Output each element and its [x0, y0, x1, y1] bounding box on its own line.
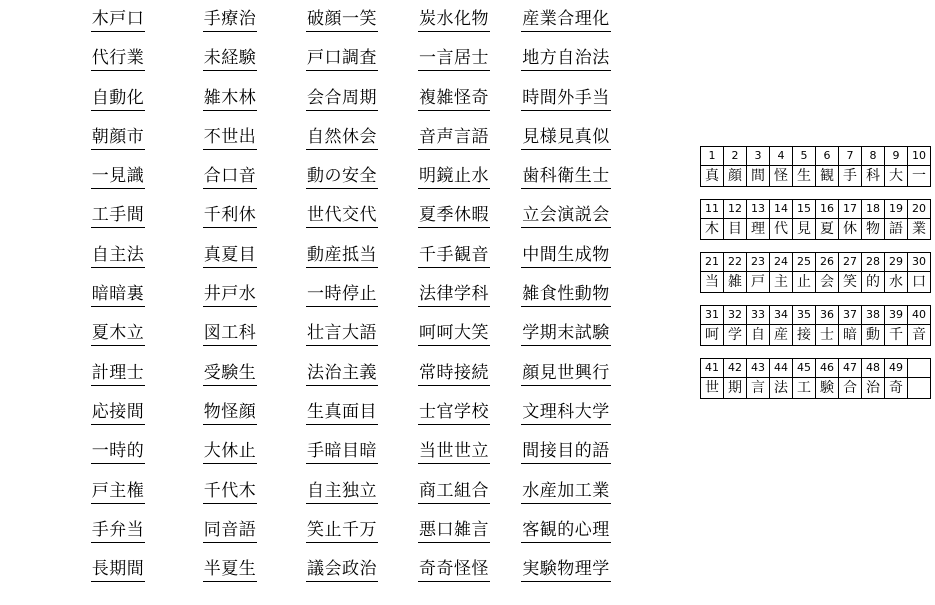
word-cell — [286, 519, 398, 543]
answer-char-cell[interactable]: 笑 — [839, 272, 862, 293]
word-cell — [286, 401, 398, 425]
word-text: 千利休 — [203, 204, 258, 228]
answer-char-cell[interactable]: 観 — [816, 166, 839, 187]
word-cell — [398, 87, 510, 111]
word-row — [62, 322, 622, 361]
word-text: 真夏目 — [203, 244, 258, 268]
answer-block — [700, 358, 931, 399]
answer-block — [700, 252, 931, 293]
answer-char-cell[interactable]: 験 — [816, 378, 839, 399]
word-cell — [174, 47, 286, 71]
answer-char-cell[interactable]: 治 — [862, 378, 885, 399]
answer-char-cell[interactable]: 手 — [839, 166, 862, 187]
word-grid — [62, 8, 622, 597]
answer-char-cell[interactable]: 奇 — [885, 378, 908, 399]
word-text: 手暗目暗 — [306, 440, 378, 464]
word-cell — [398, 47, 510, 71]
word-text: 商工組合 — [418, 480, 490, 504]
word-text: 動産抵当 — [306, 244, 378, 268]
answer-char-cell[interactable]: 自 — [747, 325, 770, 346]
word-text: 笑止千万 — [306, 519, 378, 543]
word-cell — [174, 519, 286, 543]
answer-number-cell: 16 — [816, 200, 839, 219]
answer-char-cell[interactable]: 音 — [908, 325, 931, 346]
answer-char-cell[interactable]: 法 — [770, 378, 793, 399]
answer-number-cell: 6 — [816, 147, 839, 166]
word-cell — [174, 401, 286, 425]
answer-char-cell[interactable]: 戸 — [747, 272, 770, 293]
answer-number-row — [701, 306, 931, 325]
word-cell — [174, 87, 286, 111]
word-text: 実験物理学 — [521, 558, 611, 582]
word-cell — [62, 519, 174, 543]
answer-number-cell: 39 — [885, 306, 908, 325]
word-text: 千代木 — [203, 480, 258, 504]
word-row — [62, 204, 622, 243]
answer-number-cell: 13 — [747, 200, 770, 219]
answer-number-cell: 24 — [770, 253, 793, 272]
answer-number-cell: 35 — [793, 306, 816, 325]
word-cell — [398, 244, 510, 268]
word-text: 複雑怪奇 — [418, 87, 490, 111]
word-text: 音声言語 — [418, 126, 490, 150]
word-text: 奇奇怪怪 — [418, 558, 490, 582]
answer-char-cell[interactable]: 合 — [839, 378, 862, 399]
word-cell — [510, 480, 622, 504]
word-text: 一言居士 — [418, 47, 490, 71]
word-text: 中間生成物 — [521, 244, 611, 268]
word-row — [62, 126, 622, 165]
answer-char-cell[interactable]: 生 — [793, 166, 816, 187]
word-cell — [174, 362, 286, 386]
word-text: 文理科大学 — [521, 401, 611, 425]
word-text: 常時接続 — [418, 362, 490, 386]
word-text: 戸口調査 — [306, 47, 378, 71]
word-text: 雑木林 — [203, 87, 258, 111]
answer-number-cell: 18 — [862, 200, 885, 219]
answer-char-cell[interactable]: 呵 — [701, 325, 724, 346]
answer-number-cell: 33 — [747, 306, 770, 325]
answer-number-cell: 3 — [747, 147, 770, 166]
word-text: 戸主権 — [91, 480, 146, 504]
word-text: 一時的 — [91, 440, 146, 464]
word-row — [62, 519, 622, 558]
word-cell — [398, 558, 510, 582]
word-text: 見様見真似 — [521, 126, 611, 150]
word-cell — [286, 362, 398, 386]
answer-char-cell[interactable]: 雑 — [724, 272, 747, 293]
answer-char-cell[interactable]: 木 — [701, 219, 724, 240]
answer-number-cell: 36 — [816, 306, 839, 325]
answer-table — [700, 305, 931, 346]
word-text: 朝顔市 — [91, 126, 146, 150]
answer-char-cell[interactable]: 世 — [701, 378, 724, 399]
answer-number-cell: 48 — [862, 359, 885, 378]
word-cell — [398, 322, 510, 346]
word-cell — [174, 8, 286, 32]
answer-char-cell[interactable]: 動 — [862, 325, 885, 346]
answer-number-cell: 38 — [862, 306, 885, 325]
word-cell — [398, 480, 510, 504]
answer-number-cell: 34 — [770, 306, 793, 325]
answer-number-cell: 4 — [770, 147, 793, 166]
answer-number-cell: 28 — [862, 253, 885, 272]
answer-char-cell[interactable]: 語 — [885, 219, 908, 240]
answer-number-cell: 23 — [747, 253, 770, 272]
answer-char-cell[interactable]: 会 — [816, 272, 839, 293]
answer-char-cell[interactable]: 見 — [793, 219, 816, 240]
answer-char-cell[interactable]: 休 — [839, 219, 862, 240]
answer-char-cell[interactable]: 物 — [862, 219, 885, 240]
word-text: 一時停止 — [306, 283, 378, 307]
answer-char-row — [701, 219, 931, 240]
word-cell — [286, 204, 398, 228]
word-row — [62, 165, 622, 204]
answer-char-cell[interactable]: 顔 — [724, 166, 747, 187]
word-text: 千手観音 — [418, 244, 490, 268]
word-cell — [286, 47, 398, 71]
word-cell — [398, 126, 510, 150]
answer-number-cell: 30 — [908, 253, 931, 272]
answer-number-cell: 9 — [885, 147, 908, 166]
answer-number-cell: 21 — [701, 253, 724, 272]
word-text: 未経験 — [203, 47, 258, 71]
word-cell — [62, 47, 174, 71]
answer-char-cell[interactable]: 当 — [701, 272, 724, 293]
answer-number-cell: 10 — [908, 147, 931, 166]
answer-char-row — [701, 166, 931, 187]
word-text: 代行業 — [91, 47, 146, 71]
answer-number-cell: 47 — [839, 359, 862, 378]
word-cell — [510, 204, 622, 228]
word-text: 呵呵大笑 — [418, 322, 490, 346]
word-text: 半夏生 — [203, 558, 258, 582]
word-cell — [62, 204, 174, 228]
answer-number-row — [701, 147, 931, 166]
word-text: 合口音 — [203, 165, 258, 189]
word-text: 夏木立 — [91, 322, 146, 346]
word-row — [62, 8, 622, 47]
answer-char-cell[interactable]: 間 — [747, 166, 770, 187]
word-cell — [62, 283, 174, 307]
word-cell — [510, 165, 622, 189]
word-text: 破顔一笑 — [306, 8, 378, 32]
word-text: 立会演説会 — [521, 204, 611, 228]
word-text: 応接間 — [91, 401, 146, 425]
word-text: 一見識 — [91, 165, 146, 189]
word-cell — [286, 8, 398, 32]
answer-number-cell: 12 — [724, 200, 747, 219]
answer-number-cell: 46 — [816, 359, 839, 378]
word-text: 法律学科 — [418, 283, 490, 307]
answer-number-cell: 2 — [724, 147, 747, 166]
answer-block — [700, 199, 931, 240]
word-cell — [62, 126, 174, 150]
word-text: 雑食性動物 — [521, 283, 611, 307]
word-text: 暗暗裏 — [91, 283, 146, 307]
word-cell — [62, 322, 174, 346]
word-cell — [62, 558, 174, 582]
answer-block — [700, 305, 931, 346]
answer-char-cell[interactable]: 士 — [816, 325, 839, 346]
answer-char-cell[interactable]: 工 — [793, 378, 816, 399]
word-cell — [174, 480, 286, 504]
answer-char-cell[interactable]: 止 — [793, 272, 816, 293]
word-text: 明鏡止水 — [418, 165, 490, 189]
word-text: 自主法 — [91, 244, 146, 268]
answer-number-row — [701, 253, 931, 272]
answer-char-row — [701, 325, 931, 346]
word-cell — [286, 322, 398, 346]
answer-char-cell[interactable]: 的 — [862, 272, 885, 293]
answer-char-cell[interactable]: 一 — [908, 166, 931, 187]
word-cell — [174, 283, 286, 307]
word-cell — [286, 440, 398, 464]
answer-number-cell: 31 — [701, 306, 724, 325]
word-text: 顔見世興行 — [521, 362, 611, 386]
word-text: 世代交代 — [306, 204, 378, 228]
answer-char-cell[interactable]: 大 — [885, 166, 908, 187]
word-cell — [174, 440, 286, 464]
word-cell — [510, 126, 622, 150]
word-cell — [174, 322, 286, 346]
word-text: 当世世立 — [418, 440, 490, 464]
answer-char-cell[interactable]: 暗 — [839, 325, 862, 346]
answer-char-cell[interactable]: 代 — [770, 219, 793, 240]
word-text: 悪口雑言 — [418, 519, 490, 543]
answer-char-row — [701, 378, 931, 399]
answer-number-cell: 41 — [701, 359, 724, 378]
word-cell — [174, 244, 286, 268]
word-text: 夏季休暇 — [418, 204, 490, 228]
word-cell — [286, 165, 398, 189]
answer-number-cell: 42 — [724, 359, 747, 378]
answer-number-cell: 45 — [793, 359, 816, 378]
word-cell — [398, 8, 510, 32]
answer-number-cell: 15 — [793, 200, 816, 219]
word-cell — [62, 362, 174, 386]
word-text: 自動化 — [91, 87, 146, 111]
word-cell — [510, 322, 622, 346]
answer-table — [700, 146, 931, 187]
answer-number-cell: 44 — [770, 359, 793, 378]
word-text: 木戸口 — [91, 8, 146, 32]
word-cell — [286, 283, 398, 307]
answer-number-cell: 25 — [793, 253, 816, 272]
word-row — [62, 440, 622, 479]
word-cell — [62, 480, 174, 504]
word-cell — [174, 126, 286, 150]
word-cell — [62, 8, 174, 32]
word-cell — [398, 362, 510, 386]
answer-number-cell: 40 — [908, 306, 931, 325]
answer-number-cell: 49 — [885, 359, 908, 378]
answer-char-cell[interactable]: 理 — [747, 219, 770, 240]
word-cell — [286, 244, 398, 268]
answer-number-cell: 43 — [747, 359, 770, 378]
answer-char-cell[interactable]: 口 — [908, 272, 931, 293]
answer-number-row — [701, 200, 931, 219]
word-cell — [174, 204, 286, 228]
word-text: 受験生 — [203, 362, 258, 386]
word-text: 法治主義 — [306, 362, 378, 386]
word-text: 図工科 — [203, 322, 258, 346]
word-row — [62, 558, 622, 597]
word-cell — [286, 558, 398, 582]
answer-number-cell: 19 — [885, 200, 908, 219]
word-text: 生真面目 — [306, 401, 378, 425]
word-text: 議会政治 — [306, 558, 378, 582]
word-text: 手療治 — [203, 8, 258, 32]
word-text: 自主独立 — [306, 480, 378, 504]
word-cell — [510, 244, 622, 268]
word-cell — [62, 87, 174, 111]
answer-number-row — [701, 359, 931, 378]
answer-number-cell: 26 — [816, 253, 839, 272]
answer-number-cell: 8 — [862, 147, 885, 166]
answer-number-cell: 5 — [793, 147, 816, 166]
word-cell — [62, 244, 174, 268]
answer-char-cell[interactable]: 科 — [862, 166, 885, 187]
word-text: 歯科衛生士 — [521, 165, 611, 189]
word-cell — [62, 401, 174, 425]
word-cell — [398, 204, 510, 228]
answer-char-cell[interactable]: 接 — [793, 325, 816, 346]
answer-number-cell: 17 — [839, 200, 862, 219]
word-row — [62, 47, 622, 86]
answer-char-cell[interactable] — [908, 378, 931, 399]
word-text: 会合周期 — [306, 87, 378, 111]
word-text: 客観的心理 — [521, 519, 611, 543]
word-cell — [510, 440, 622, 464]
word-cell — [398, 165, 510, 189]
word-cell — [174, 558, 286, 582]
answer-number-cell — [908, 359, 931, 378]
word-text: 不世出 — [203, 126, 258, 150]
answer-table — [700, 252, 931, 293]
word-cell — [286, 480, 398, 504]
word-text: 学期末試験 — [521, 322, 611, 346]
word-row — [62, 87, 622, 126]
answer-char-cell[interactable]: 夏 — [816, 219, 839, 240]
word-row — [62, 362, 622, 401]
word-cell — [510, 283, 622, 307]
word-text: 自然休会 — [306, 126, 378, 150]
answer-block — [700, 146, 931, 187]
word-cell — [398, 440, 510, 464]
word-cell — [286, 126, 398, 150]
answer-char-row — [701, 272, 931, 293]
word-text: 井戸水 — [203, 283, 258, 307]
answer-number-cell: 37 — [839, 306, 862, 325]
word-cell — [510, 8, 622, 32]
word-text: 工手間 — [91, 204, 146, 228]
answer-number-cell: 11 — [701, 200, 724, 219]
word-cell — [286, 87, 398, 111]
answer-number-cell: 22 — [724, 253, 747, 272]
word-row — [62, 401, 622, 440]
answer-char-cell[interactable]: 学 — [724, 325, 747, 346]
word-cell — [174, 165, 286, 189]
word-text: 間接目的語 — [521, 440, 611, 464]
answer-char-cell[interactable]: 真 — [701, 166, 724, 187]
word-row — [62, 480, 622, 519]
answer-number-cell: 29 — [885, 253, 908, 272]
word-text: 計理士 — [91, 362, 146, 386]
word-text: 時間外手当 — [521, 87, 611, 111]
word-cell — [62, 440, 174, 464]
word-row — [62, 244, 622, 283]
answer-char-cell[interactable]: 産 — [770, 325, 793, 346]
answer-char-cell[interactable]: 水 — [885, 272, 908, 293]
word-cell — [510, 558, 622, 582]
answer-table — [700, 199, 931, 240]
answer-number-cell: 14 — [770, 200, 793, 219]
word-text: 士官学校 — [418, 401, 490, 425]
answer-char-cell[interactable]: 主 — [770, 272, 793, 293]
answer-number-cell: 7 — [839, 147, 862, 166]
answer-number-cell: 32 — [724, 306, 747, 325]
word-text: 炭水化物 — [418, 8, 490, 32]
word-text: 産業合理化 — [521, 8, 611, 32]
word-text: 水産加工業 — [521, 480, 611, 504]
answer-table — [700, 358, 931, 399]
word-cell — [398, 401, 510, 425]
answer-char-cell[interactable]: 千 — [885, 325, 908, 346]
answer-number-cell: 1 — [701, 147, 724, 166]
word-cell — [510, 87, 622, 111]
word-cell — [510, 362, 622, 386]
word-text: 大休止 — [203, 440, 258, 464]
word-cell — [398, 519, 510, 543]
word-cell — [62, 165, 174, 189]
answer-char-cell[interactable]: 期 — [724, 378, 747, 399]
word-text: 地方自治法 — [521, 47, 611, 71]
answer-char-cell[interactable]: 目 — [724, 219, 747, 240]
word-text: 手弁当 — [91, 519, 146, 543]
answer-char-cell[interactable]: 言 — [747, 378, 770, 399]
word-cell — [510, 47, 622, 71]
answer-char-cell[interactable]: 怪 — [770, 166, 793, 187]
word-cell — [398, 283, 510, 307]
answer-number-cell: 27 — [839, 253, 862, 272]
word-text: 同音語 — [203, 519, 258, 543]
answer-number-cell: 20 — [908, 200, 931, 219]
word-cell — [510, 519, 622, 543]
answer-key-panel — [700, 146, 931, 411]
answer-char-cell[interactable]: 業 — [908, 219, 931, 240]
word-row — [62, 283, 622, 322]
word-text: 壮言大語 — [306, 322, 378, 346]
word-text: 物怪顔 — [203, 401, 258, 425]
word-text: 長期間 — [91, 558, 146, 582]
word-cell — [510, 401, 622, 425]
word-text: 動の安全 — [306, 165, 378, 189]
